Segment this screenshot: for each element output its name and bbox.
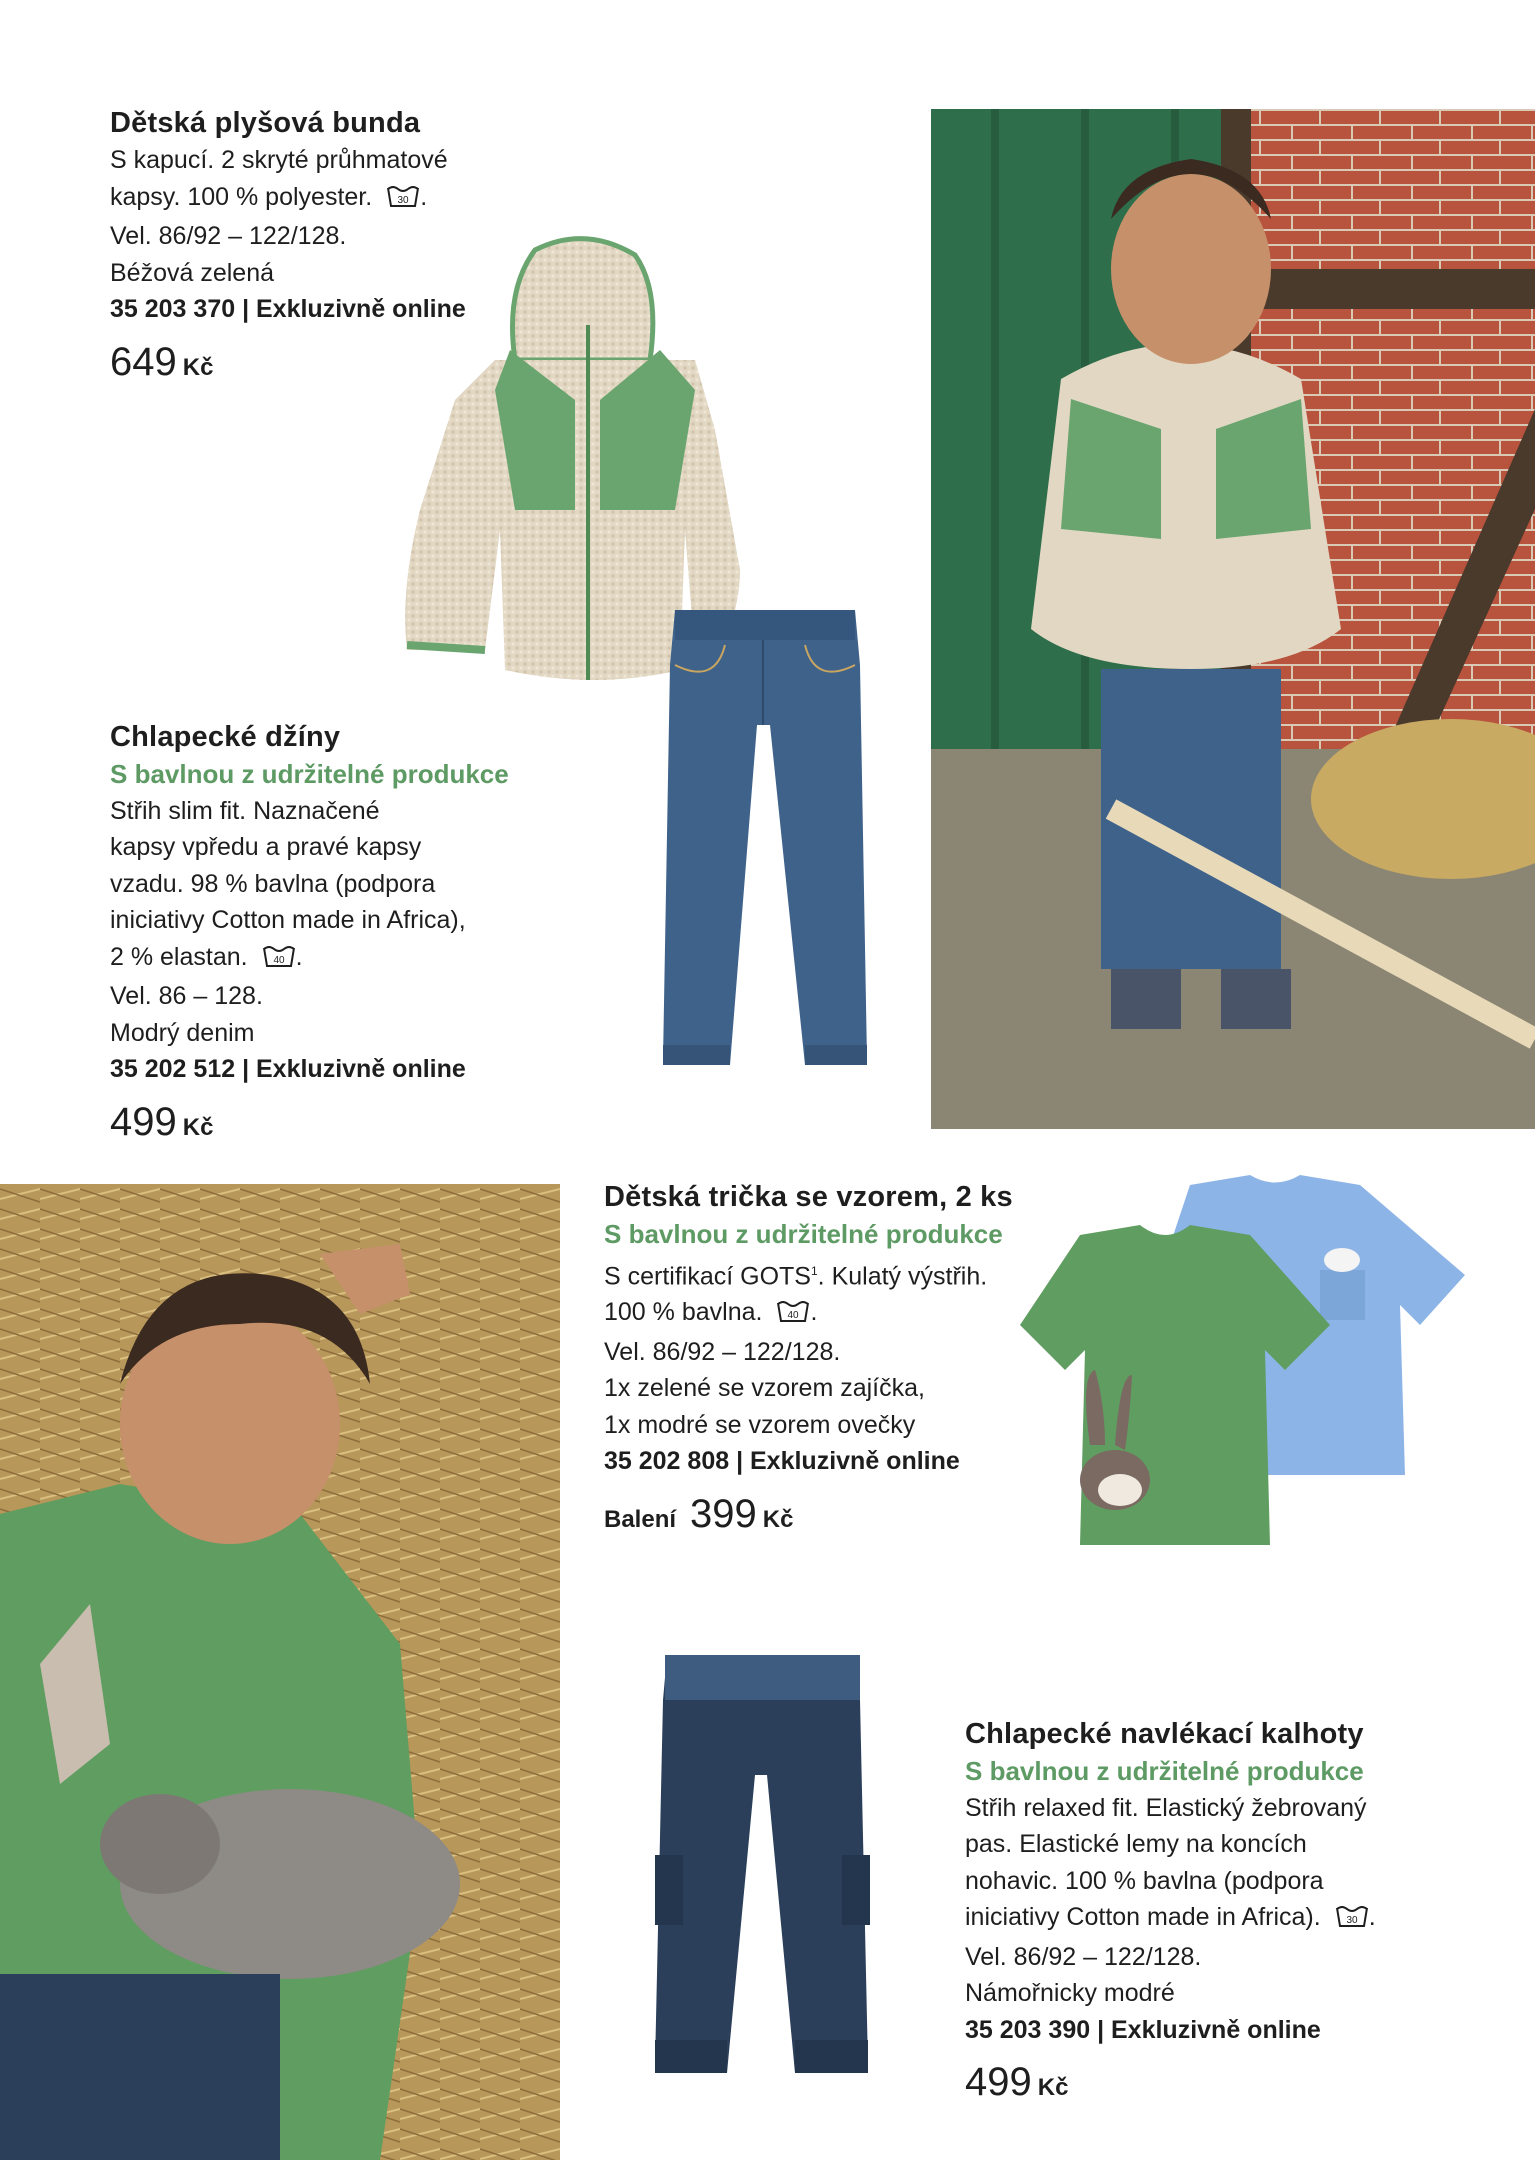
- product-tshirts-info: [604, 1178, 1013, 1544]
- product-code: 35 203 390 | Exkluzivně online: [965, 2015, 1321, 2044]
- product-color: Námořnicky modré: [965, 1979, 1175, 2007]
- product-code: 35 202 512 | Exkluzivně online: [110, 1055, 466, 1083]
- product-jeans-info: [110, 718, 509, 1152]
- product-description-line: Střih slim fit. Naznačené: [110, 796, 380, 825]
- product-subtitle: S bavlnou z udržitelné produkce: [604, 1219, 1003, 1249]
- product-cargo-pants-info: [965, 1715, 1376, 2112]
- product-color: Modrý denim: [110, 1018, 255, 1047]
- product-description-line: vzadu. 98 % bavlna (podpora: [110, 869, 436, 898]
- product-title: Chlapecké džíny: [110, 721, 341, 753]
- svg-text:40: 40: [273, 954, 285, 966]
- product-subtitle: S bavlnou z udržitelné produkce: [965, 1756, 1364, 1786]
- wash-symbol-icon: [262, 942, 296, 979]
- product-price: 499 Kč: [110, 1099, 214, 1144]
- jeans-product-image: [655, 605, 875, 1075]
- product-price: 649 Kč: [110, 339, 214, 384]
- lifestyle-photo-jacket: [931, 109, 1535, 1129]
- product-sizes: Vel. 86/92 – 122/128.: [604, 1337, 841, 1366]
- product-code: 35 203 370 | Exkluzivně online: [110, 295, 466, 323]
- product-sizes: Vel. 86/92 – 122/128.: [965, 1942, 1202, 1971]
- product-sizes: Vel. 86/92 – 122/128.: [110, 222, 347, 250]
- tshirts-product-image: [1020, 1175, 1470, 1555]
- product-subtitle: S bavlnou z udržitelné produkce: [110, 759, 509, 789]
- product-variant: 1x zelené se vzorem zajíčka,: [604, 1374, 925, 1403]
- svg-text:30: 30: [1346, 1915, 1358, 1926]
- svg-text:30: 30: [397, 194, 409, 206]
- product-description-line: Střih relaxed fit. Elastický žebrovaný: [965, 1793, 1367, 1822]
- svg-text:40: 40: [787, 1310, 800, 1322]
- wash-symbol-icon: [386, 182, 420, 219]
- product-description-line: nohavic. 100 % bavlna (podpora: [965, 1866, 1324, 1895]
- product-description-line: kapsy. 100 % polyester. 30 .: [110, 179, 466, 219]
- product-description-line: S kapucí. 2 skryté průhmatové: [110, 146, 448, 174]
- product-title: Dětská trička se vzorem, 2 ks: [604, 1181, 1013, 1213]
- product-code: 35 202 808 | Exkluzivně online: [604, 1447, 960, 1476]
- cargo-pants-product-image: [655, 1655, 870, 2085]
- product-description-line: iniciativy Cotton made in Africa),: [110, 906, 466, 934]
- product-description-line: iniciativy Cotton made in Africa). 30 .: [965, 1899, 1376, 1939]
- product-description-line: pas. Elastické lemy na koncích: [965, 1830, 1307, 1858]
- wash-symbol-icon: [776, 1297, 810, 1334]
- product-title: Dětská plyšová bunda: [110, 107, 421, 139]
- product-description-line: 2 % elastan. 40 .: [110, 939, 509, 979]
- product-price: Balení 399 Kč: [604, 1491, 794, 1536]
- product-description-line: S certifikací GOTS$^1$. Kulatý výstřih.: [604, 1261, 988, 1290]
- wash-symbol-icon: [1335, 1902, 1369, 1939]
- product-variant: 1x modré se vzorem ovečky: [604, 1410, 916, 1439]
- product-title: Chlapecké navlékací kalhoty: [965, 1718, 1364, 1750]
- product-price: 499 Kč: [965, 2060, 1069, 2104]
- product-description-line: 100 % bavlna. 40 .: [604, 1294, 1013, 1334]
- lifestyle-photo-tshirt: [0, 1184, 560, 2160]
- product-description-line: kapsy vpředu a pravé kapsy: [110, 833, 422, 861]
- product-color: Béžová zelená: [110, 258, 275, 287]
- product-sizes: Vel. 86 – 128.: [110, 982, 263, 1010]
